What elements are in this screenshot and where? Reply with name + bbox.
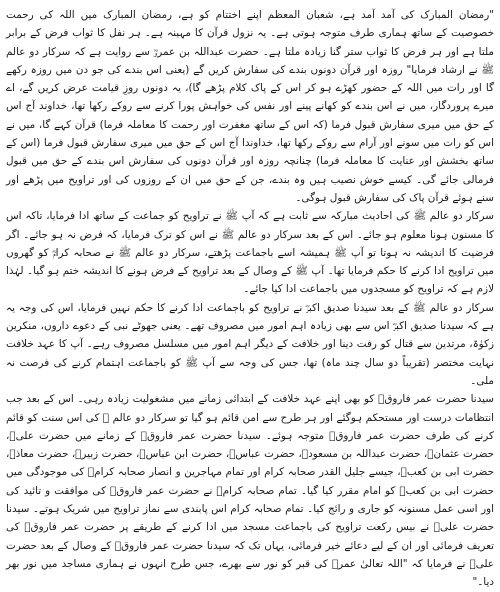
article-paragraph-umar: سیدنا حضرت عمر فاروقؓ کو بھی اپنے عہد خلافت کے ابتدائی زمانے میں مشغولیت زیادہ رہی۔ اس کے بعد جب انتظامات درست اور مستحکم ہوگئے اور ہر طرح سے امن قائم ہو گیا تو سرکار دو عالم ﷺ کی اس سنت کو قائم کرنے کی طرف حضرت عمر فاروقؓ متوجہ ہوئے۔ سیدنا حضرت عمر فاروقؓ کے زمانے میں حضرت علیؓ، حضرت عثمانؓ، حضرت عبداللہ بن مسعودؓ، حضرت عباسؓ، حضرت ابن عباسؓ، حضرت زبیرؓ، حضرت معاذؓ، حضرت ابی بن کعبؓ، جیسے جلیل القدر صحابہ کرام اور تمام مہاجرین و انصار صحابہ کرامؓ کی موجودگی میں حضرت ابی بن کعبؓ کو امام مقرر کیا گیا۔ تمام صحابہ کرامؓ نے حضرت عمر فاروقؓ کی موافقت و تائید کی اور اسی عمل مسنونہ کو جاری و رائج کیا۔ تمام صحابہ کرام اس پابندی سے نماز تراویح میں شریک ہوتے۔ سیدنا حضرت علیؓ نے بیس رکعت تراویح کی باجماعت مسجد میں ادا کرنے کے طریقے پر حضرت عمر فاروقؓ کی تعریف فرمائی اور ان کے لیے دعائے خیر فرمائی، یہاں تک کہ سیدنا حضرت عمر فاروقؓ کے وصال کے بعد حضرت علیؓ نے فرمایا کہ "اللہ تعالیٰ عمرؓ کی قبر کو نور سے بھرے، جس طرح انہوں نے ہماری مساجد میں نور بھر دیا۔"	[6, 393, 494, 589]
article-paragraph-abu-bakr: سرکار دو عالم ﷺ کے بعد سیدنا صدیق اکبرؓ نے تراویح کو باجماعت ادا کرنے کا حکم نہیں فرمایا، اس کی وجہ یہ ہے کہ سیدنا صدیق اکبرؓ اس سے بھی زیادہ اہم امور میں مصروف تھے۔ یعنی جھوٹے نبی کے دعوے داروں، منکرین زکوٰۃ، مرتدین سے قتال کو رفت دینا اور خلافت کے دیگر اہم امور میں مسلسل مصروف رہے۔ آپ کا عہد خلافت نہایت مختصر (تقریباً دو سال چند ماہ) تھا، جس کی وجہ سے آپ ﷺ کو باجماعت اہتمام کرنے کی فرصت نہ ملی۔	[6, 301, 494, 387]
article-paragraph-prophet-taraweeh: سرکار دو عالم ﷺ کی احادیث مبارکہ سے ثابت ہے کہ آپ ﷺ نے تراویح کو جماعت کے ساتھ ادا فرمایا، تاکہ اس کا مسنون ہونا معلوم ہو جائے۔ اس کے بعد سرکار دو عالم ﷺ نے اس کو ترک فرمایا، کہ فرض نہ ہو جائے۔ اگر فرضیت کا اندیشہ نہ ہوتا تو آپ ﷺ ہمیشہ اسے باجماعت پڑھتے، سرکار دو عالم ﷺ نے صحابہ کرامؓ کو گھروں میں تراویح ادا کرنے کا حکم فرمایا تھا۔ آپ ﷺ کے وصال کے بعد تراویح کے فرض ہونے کا اندیشہ ختم ہو گیا۔ لہٰذا لازم ہے کہ تراویح کو مسجدوں میں باجماعت ادا کیا جائے۔	[6, 210, 494, 296]
article-paragraph-ramadan: "رمضان المبارک کی آمد آمد ہے، شعبان المعظم اپنے اختتام کو ہے، رمضان المبارک میں اللہ کی رحمت خصوصیت کے ساتھ ہماری طرف متوجہ ہوتی ہے۔ یہ نزول قرآن کا مہینہ ہے۔ ہر نفل کا ثواب فرض کے برابر ملتا ہے اور ہر فرض کا ثواب ستر گنا زیادہ ملتا ہے۔ حضرت عبداللہ بن عمروؓ سے روایت ہے کہ سرکار دو عالم ﷺ نے ارشاد فرمایا" روزہ اور قرآن دونوں بندے کی سفارش کریں گے (یعنی اس بندے کی جو دن میں روزہ رکھے گا اور رات میں اللہ کے حضور کھڑے ہو کر اس کے پاک کلام پڑھے گا)، یہ دونوں روزِ قیامت عرض کریں گے، اے میرے پروردگار، میں نے اس بندے کو کھانے پینے اور نفس کی خواہش پورا کرنے سے روکے رکھا تھا، خداوند آج اس کے حق میں میری سفارش قبول فرما (کہ اس کے ساتھ مغفرت اور رحمت کا معاملہ فرما) قرآن کہے گا، میں نے اس کو رات میں سونے اور آرام سے روکے رکھا تھا، خداوندا آج اس کے حق میں میری سفارش قبول فرما (اس کے ساتھ بخشش اور عنایت کا معاملہ فرما) چنانچہ روزہ اور قرآن دونوں کی سفارش اس بندے کے حق میں قبول فرمالی جائے گی۔ کیسے خوش نصیب ہیں وہ بندے، جن کے حق میں ان کے روزوں کی اور تراویح میں پڑھے اور سنے ہوئے قرآن پاک کی سفارش قبول ہوگی۔	[6, 9, 494, 204]
